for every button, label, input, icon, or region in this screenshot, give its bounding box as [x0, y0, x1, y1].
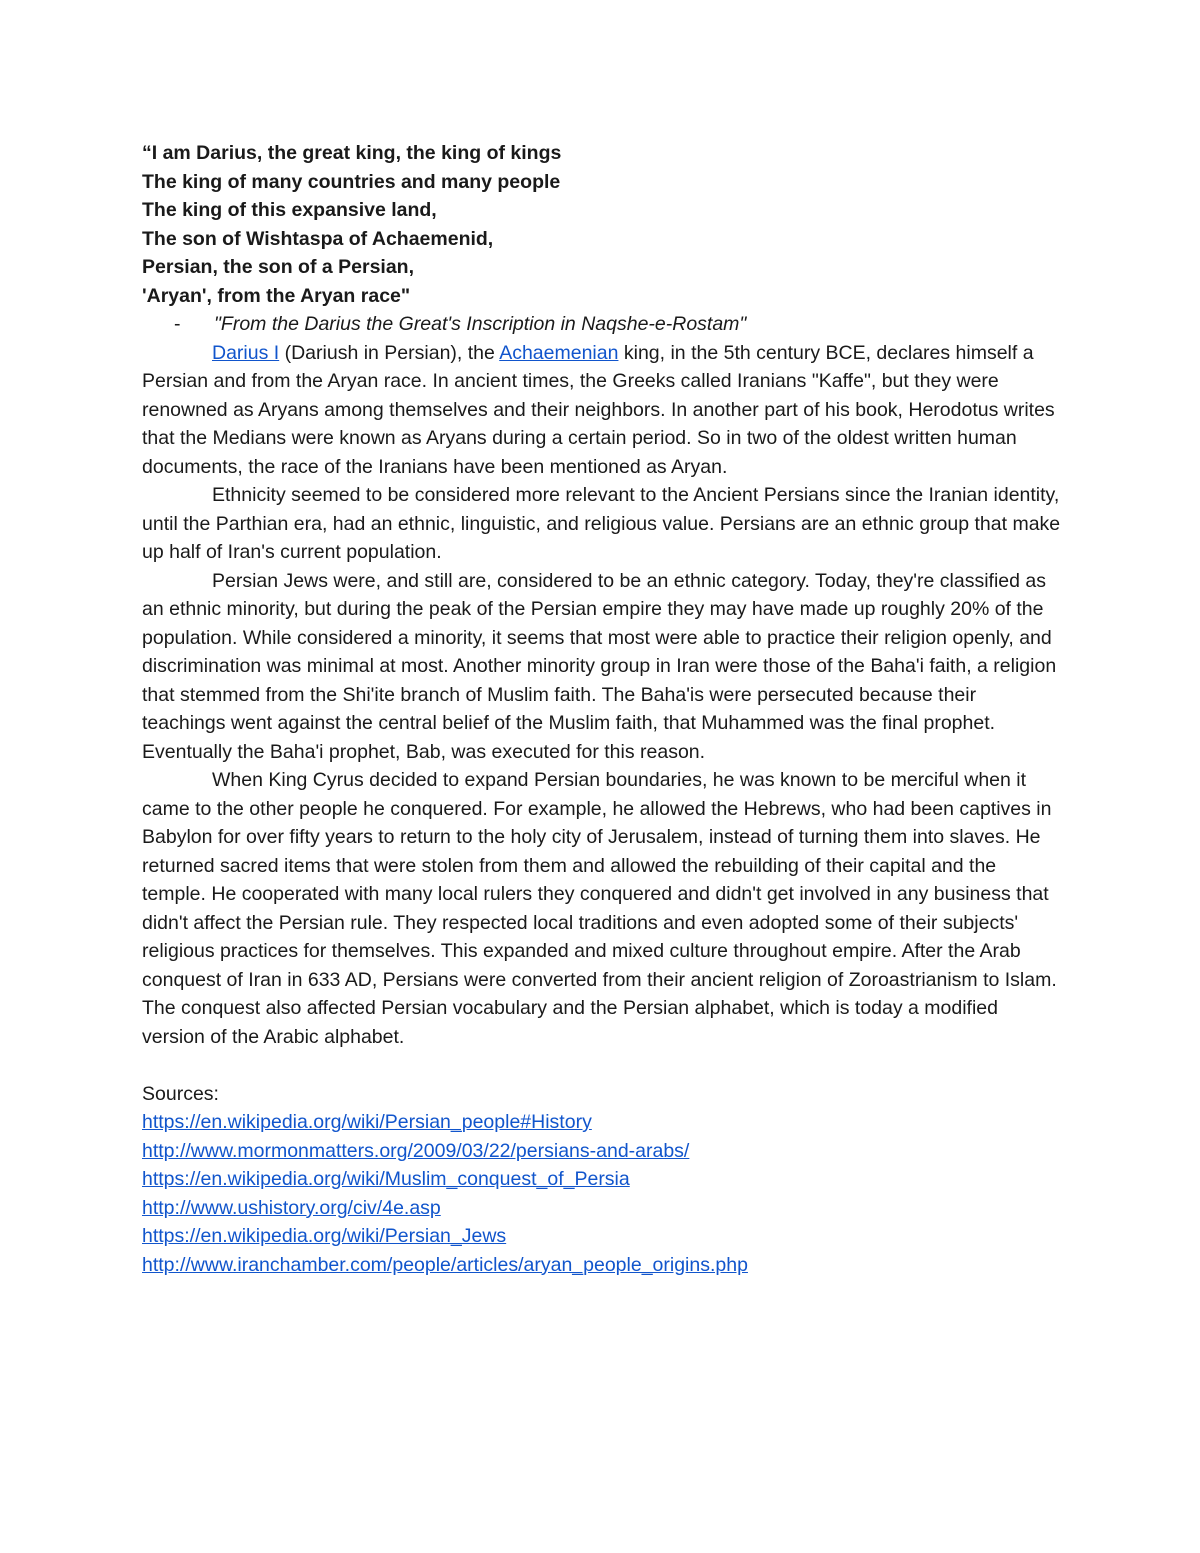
source-link[interactable]: http://www.mormonmatters.org/2009/03/22/persians-and-arabs/ [142, 1139, 690, 1162]
quote-line: The king of this expansive land, [142, 199, 437, 221]
attribution-text: "From the Darius the Great's Inscription in Naqshe-e-Rostam" [214, 313, 747, 335]
source-link[interactable]: https://en.wikipedia.org/wiki/Muslim_conquest_of_Persia [142, 1168, 630, 1190]
quote-line: “I am Darius, the great king, the king of kings [142, 142, 562, 164]
sources-section [142, 1080, 1062, 1280]
paragraph-text: king, in the 5th century BCE, declares himself a Persian and from the Aryan race. In ancient times, the Greeks called Iranians "Kaffe", but they were renowned as Aryans among themselves and their neighbors. In another part of his book, Herodotus writes that the Medians were known as Aryans during a certain period. So in two of the oldest written human documents, the race of the Iranians have been mentioned as Aryan. [142, 341, 1055, 478]
paragraph-darius [142, 339, 1062, 482]
source-link[interactable]: http://www.iranchamber.com/people/articles/aryan_people_origins.php [142, 1253, 748, 1276]
sources-heading: Sources: [142, 1082, 219, 1105]
quote-line: The king of many countries and many people [142, 170, 561, 193]
source-link[interactable]: https://en.wikipedia.org/wiki/Persian_people#History [142, 1111, 592, 1133]
quote-line: Persian, the son of a Persian, [142, 256, 415, 278]
quote-line: The son of Wishtaspa of Achaemenid, [142, 227, 494, 250]
paragraph-persian-jews: Persian Jews were, and still are, considered to be an ethnic category. Today, they're classified as an ethnic minority, but during the peak of the Persian empire they may have made up roughly 20% of the population. While considered a minority, it seems that most were able to practice their religion openly, and discrimination was minimal at most. Another minority group in Iran were those of the Baha'i faith, a religion that stemmed from the Shi'ite branch of Muslim faith. The Baha'is were persecuted because their teachings went against the central belief of the Muslim faith, that Muhammed was the final prophet. Eventually the Baha'i prophet, Bab, was executed for this reason. [142, 569, 1057, 763]
paragraph-ethnicity: Ethnicity seemed to be considered more relevant to the Ancient Persians since the Iranian identity, until the Parthian era, had an ethnic, linguistic, and religious value. Persians are an ethnic group that make up half of Iran's current population. [142, 484, 1061, 563]
quote-line: 'Aryan', from the Aryan race" [142, 284, 411, 307]
source-link[interactable]: https://en.wikipedia.org/wiki/Persian_Jews [142, 1225, 507, 1247]
attribution-dash: - [174, 313, 181, 335]
paragraph-text: (Dariush in Persian), the [279, 341, 500, 364]
blank-line [142, 1051, 1062, 1080]
document-page [142, 139, 1062, 1279]
darius-i-link[interactable]: Darius I [212, 341, 280, 364]
paragraph-king-cyrus: When King Cyrus decided to expand Persian boundaries, he was known to be merciful when it came to the other people he conquered. For example, he allowed the Hebrews, who had been captives in Babylon for over fifty years to return to the holy city of Jerusalem, instead of turning them into slaves. He returned sacred items that were stolen from them and allowed the rebuilding of their capital and the temple. He cooperated with many local rulers they conquered and didn't get involved in any business that didn't affect the Persian rule. They respected local traditions and even adopted some of their subjects' religious practices for themselves. This expanded and mixed culture throughout empire. After the Arab conquest of Iran in 633 AD, Persians were converted from their ancient religion of Zoroastrianism to Islam. The conquest also affected Persian vocabulary and the Persian alphabet, which is today a modified version of the Arabic alphabet. [142, 769, 1057, 1048]
quote-attribution [142, 310, 1062, 339]
darius-quote [142, 139, 1062, 339]
achaemenian-link[interactable]: Achaemenian [499, 341, 619, 364]
source-link[interactable]: http://www.ushistory.org/civ/4e.asp [142, 1196, 441, 1219]
